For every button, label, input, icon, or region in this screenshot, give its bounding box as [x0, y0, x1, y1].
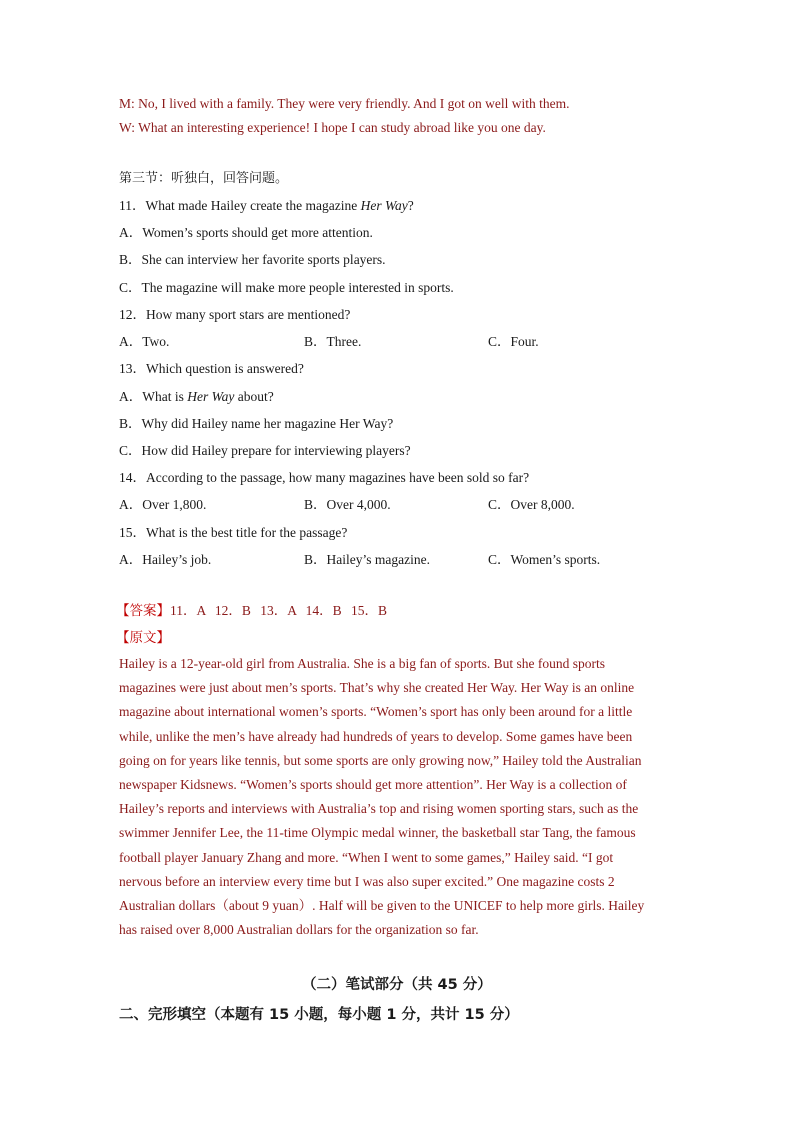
passage-line: magazines were just about men’s sports. That’s why she created Her Way. Her Way is an online	[119, 680, 635, 696]
passage-line: Australian dollars（about 9 yuan）. Half will be given to the UNICEF to help more girls. Hailey	[119, 898, 645, 914]
answer-text: 11．A 12．B 13．A 14．B 15．B	[170, 603, 388, 618]
passage-line: swimmer Jennifer Lee, the 11-time Olympic medal winner, the basketball star Tang, the famous	[119, 825, 636, 841]
passage	[119, 652, 679, 942]
passage-line: magazine about international women’s sports. “Women’s sport has only been around for a little	[119, 704, 633, 720]
q15-option-b: B．Hailey’s magazine.	[304, 552, 430, 567]
q14-option-a: A．Over 1,800.	[119, 497, 207, 512]
section3-title: 第三节：听独白，回答问题。	[119, 171, 289, 186]
question-13: 13．Which question is answered?	[119, 361, 304, 376]
original-label: 【原文】	[116, 630, 170, 646]
passage-line: nervous before an interview every time but I was also super excited.” One magazine costs 2	[119, 873, 615, 889]
q12-option-b: B．Three.	[304, 334, 362, 349]
section2-title: 二、完形填空（本题有 15 小题，每小题 1 分，共计 15 分）	[119, 1007, 519, 1023]
question-14: 14．According to the passage, how many magazines have been sold so far?	[119, 470, 530, 485]
q12-option-a: A．Two.	[119, 334, 170, 349]
q15-option-c: C．Women’s sports.	[488, 552, 601, 567]
answer-row	[116, 602, 387, 620]
passage-line: Hailey’s reports and interviews with Australia’s top and rising women sporting stars, such as the	[119, 801, 639, 817]
q11-option-b: B．She can interview her favorite sports players.	[119, 252, 386, 267]
dialogue-line-w: W: What an interesting experience! I hope I can study abroad like you one day.	[119, 120, 546, 135]
passage-line: has raised over 8,000 Australian dollars for the organization so far.	[119, 922, 479, 938]
q13-option-a: A．What is Her Way about?	[119, 389, 274, 404]
passage-line: while, unlike the men’s have already had hundreds of years to develop. Some games have been	[119, 728, 633, 744]
q13-option-b: B．Why did Hailey name her magazine Her Way?	[119, 416, 394, 431]
q11-option-a: A．Women’s sports should get more attention.	[119, 225, 373, 240]
dialogue-line-m: M: No, I lived with a family. They were very friendly. And I got on well with them.	[119, 96, 570, 111]
passage-line: newspaper Kidsnews. “Women’s sports should get more attention”. Her Way is a collection of	[119, 777, 627, 793]
q13-option-c: C．How did Hailey prepare for interviewing players?	[119, 443, 411, 458]
q14-option-c: C．Over 8,000.	[488, 497, 575, 512]
q12-option-c: C．Four.	[488, 334, 539, 349]
q14-option-b: B．Over 4,000.	[304, 497, 391, 512]
original-row	[116, 629, 170, 647]
answer-label: 【答案】	[116, 603, 170, 619]
passage-line: Hailey is a 12-year-old girl from Australia. She is a big fan of sports. But she found sports	[119, 656, 606, 671]
passage-line: football player January Zhang and more. “When I went to some games,” Hailey said. “I got	[119, 849, 614, 865]
question-12: 12．How many sport stars are mentioned?	[119, 307, 351, 322]
question-11: 11．What made Hailey create the magazine Her Way?	[119, 198, 414, 213]
q11-option-c: C．The magazine will make more people interested in sports.	[119, 280, 454, 295]
question-15: 15．What is the best title for the passage?	[119, 525, 348, 540]
q15-option-a: A．Hailey’s job.	[119, 552, 212, 567]
written-part-title: （二）笔试部分（共 45 分）	[302, 977, 492, 993]
passage-line: going on for years like tennis, but some sports are only growing now,” Hailey told the Australian	[119, 752, 642, 768]
